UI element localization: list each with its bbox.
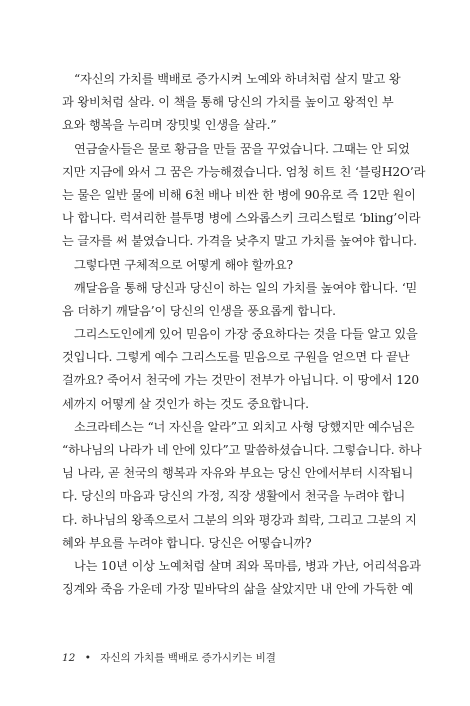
text-line: 요와 행복을 누리며 장밋빛 인생을 살라.” xyxy=(62,118,277,133)
body-text xyxy=(62,68,426,601)
paragraph xyxy=(62,323,420,416)
text-line: 소크라테스는 “너 자신을 알라”고 외치고 사형 당했지만 예수님은 xyxy=(74,419,415,434)
text-line: 지만 지금에 와서 그 꿈은 가능해졌습니다. 엄청 히트 친 ‘블링H2O’라 xyxy=(62,164,426,179)
text-line: 는 물은 일반 물에 비해 6천 배나 비싼 한 병에 90유로 즉 12만 원이 xyxy=(62,187,416,202)
text-line: 징계와 죽음 가운데 가장 밑바닥의 삶을 살았지만 내 안에 가득한 예 xyxy=(62,582,414,597)
text-line: 다. 하나님의 왕족으로서 그분의 의와 평강과 희락, 그리고 그분의 지 xyxy=(62,512,417,527)
text-line: “하나님의 나라가 네 안에 있다”고 말씀하셨습니다. 그렇습니다. 하나 xyxy=(62,443,422,457)
text-line: 과 왕비처럼 살라. 이 책을 통해 당신의 가치를 높이고 왕적인 부 xyxy=(62,95,394,110)
page-footer xyxy=(62,650,276,665)
paragraph xyxy=(62,555,421,601)
footer-separator: • xyxy=(84,652,91,664)
text-line: 나 합니다. 럭셔리한 블투명 병에 스와롭스키 크리스털로 ‘bling’이라 xyxy=(62,211,421,226)
text-line: 는 글자를 써 붙였습니다. 가격을 낮추지 말고 가치를 높여야 합니다. xyxy=(62,234,417,249)
paragraph xyxy=(62,254,414,277)
paragraph xyxy=(62,277,418,323)
text-line: 것입니다. 그렇게 예수 그리스도를 믿음으로 구원을 얻으면 다 끝난 xyxy=(62,350,410,365)
running-title: 자신의 가치를 백배로 증가시키는 비결 xyxy=(100,652,276,664)
page-number: 12 xyxy=(62,652,76,664)
text-line: 걸까요? 죽어서 천국에 가는 것만이 전부가 아닙니다. 이 땅에서 120 xyxy=(62,373,420,388)
text-line: 세까지 어떻게 살 것인가 하는 것도 중요합니다. xyxy=(62,396,309,411)
text-line: 음 더하기 깨달음’이 당신의 인생을 풍요롭게 합니다. xyxy=(62,303,336,318)
text-line: 님 나라, 곧 천국의 행복과 자유와 부요는 당신 안에서부터 시작됩니 xyxy=(62,466,414,481)
text-line: “자신의 가치를 백배로 증가시켜 노예와 하녀처럼 살지 말고 왕 xyxy=(74,72,401,86)
text-line: 그렇다면 구체적으로 어떻게 해야 할까요? xyxy=(74,257,293,272)
text-line: 깨달음을 통해 당신과 당신이 하는 일의 가치를 높여야 합니다. ‘믿 xyxy=(74,280,418,295)
text-line: 나는 10년 이상 노예처럼 살며 죄와 목마름, 병과 가난, 어리석음과 xyxy=(74,558,421,573)
text-line: 연금술사들은 물로 황금을 만들 꿈을 꾸었습니다. 그때는 안 되었 xyxy=(74,141,410,156)
paragraph-quote xyxy=(62,68,414,138)
paragraph xyxy=(62,138,426,254)
text-line: 그리스도인에게 있어 믿음이 가장 중요하다는 것을 다들 알고 있을 xyxy=(74,327,418,342)
text-line: 다. 당신의 마음과 당신의 가정, 직장 생활에서 천국을 누려야 합니 xyxy=(62,489,406,504)
paragraph xyxy=(62,416,422,555)
text-line: 혜와 부요를 누려야 합니다. 당신은 어떻습니까? xyxy=(62,535,312,550)
